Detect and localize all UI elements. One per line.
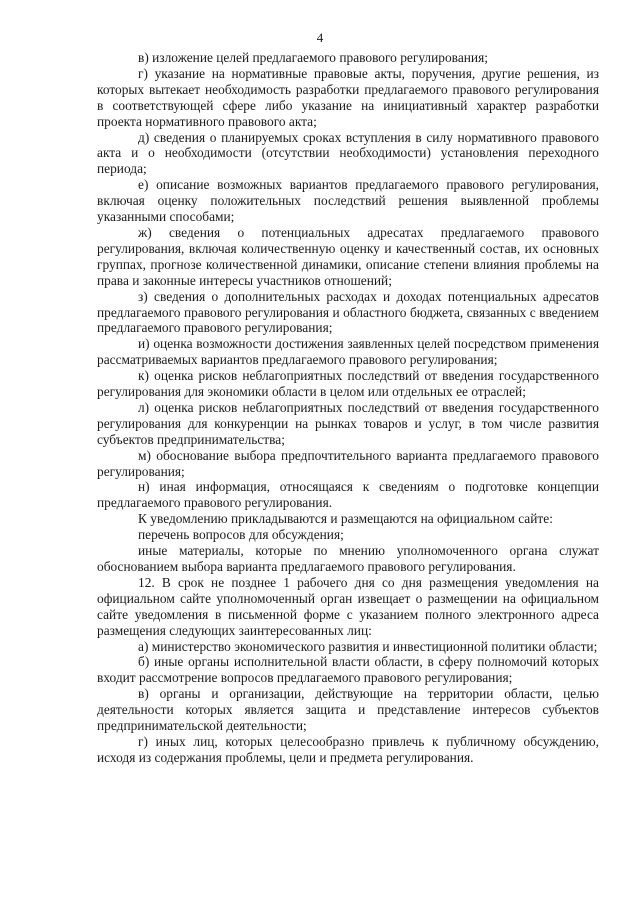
paragraph-d: д) сведения о планируемых сроках вступления в силу нормативного правового акта и о необходимости (отсутствии необходимости) установления переходного периода; <box>97 129 599 177</box>
paragraph-n: н) иная информация, относящаяся к сведениям о подготовке концепции предлагаемого правового регулирования. <box>97 479 599 511</box>
paragraph-e: е) описание возможных вариантов предлагаемого правового регулирования, включая оценку положительных последствий решения выявленной проблемы указанными способами; <box>97 177 599 225</box>
paragraph-questions-list: перечень вопросов для обсуждения; <box>138 527 344 543</box>
paragraph-v: в) изложение целей предлагаемого правового регулирования; <box>138 50 488 65</box>
paragraph-a: а) министерство экономического развития и инвестиционной политики области; <box>138 638 598 654</box>
paragraph-g: г) указание на нормативные правовые акты, поручения, другие решения, из которых вытекает необходимость разработки предлагаемого правового регулирования в соответствующей сфере либо указание на инициативный характер разработки проекта нормативного правового акта; <box>97 65 599 129</box>
paragraph-zh: ж) сведения о потенциальных адресатах предлагаемого правового регулирования, включая количественную оценку и качественный состав, их основных группах, прогнозе количественной динамики, описание степени влияния проблемы на права и законные интересы участников отношений; <box>97 224 599 288</box>
paragraph-m: м) обоснование выбора предпочтительного варианта предлагаемого правового регулирования; <box>97 447 599 479</box>
paragraph-k: к) оценка рисков неблагоприятных последствий от введения государственного регулирования для экономики области в целом или отдельных ее отраслей; <box>97 368 599 400</box>
paragraph-l: л) оценка рисков неблагоприятных последствий от введения государственного регулирования для конкуренции на рынках товаров и услуг, в том числе развития субъектов предпринимательства; <box>97 399 599 447</box>
paragraph-12: 12. В срок не позднее 1 рабочего дня со дня размещения уведомления на официальном сайте уполномоченный орган извещает о размещении на официальном сайте уведомления в письменной форме с указанием полного электронного адреса размещения следующих заинтересованных лиц: <box>97 574 599 638</box>
page-number: 4 <box>316 30 324 45</box>
paragraph-g2: г) иных лиц, которых целесообразно привлечь к публичному обсуждению, исходя из содержания проблемы, цели и предмета регулирования. <box>97 733 599 765</box>
paragraph-v2: в) органы и организации, действующие на территории области, целью деятельности которых является защита и представление интересов субъектов предпринимательской деятельности; <box>97 686 599 734</box>
paragraph-z: з) сведения о дополнительных расходах и доходах потенциальных адресатов предлагаемого правового регулирования и областного бюджета, связанных с введением предлагаемого правового регулирования; <box>97 288 599 336</box>
document-body <box>97 50 599 766</box>
paragraph-other-materials: иные материалы, которые по мнению уполномоченного органа служат обоснованием выбора варианта предлагаемого правового регулирования. <box>97 543 599 574</box>
paragraph-b: б) иные органы исполнительной власти области, в сферу полномочий которых входит рассмотрение вопросов предлагаемого правового регулирования; <box>97 654 599 686</box>
paragraph-attachments-intro: К уведомлению прикладываются и размещаются на официальном сайте: <box>138 511 553 527</box>
paragraph-i: и) оценка возможности достижения заявленных целей посредством применения рассматриваемых вариантов предлагаемого правового регулирования; <box>97 336 599 368</box>
